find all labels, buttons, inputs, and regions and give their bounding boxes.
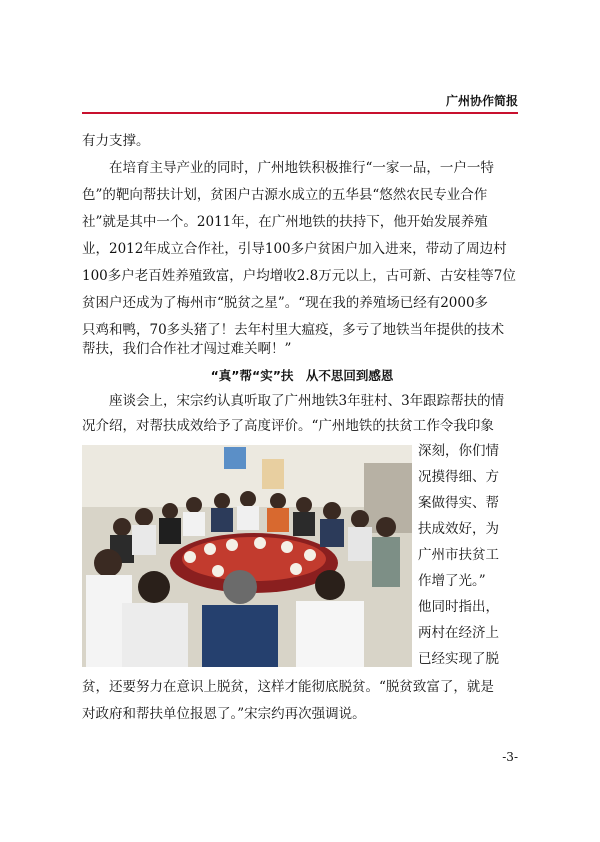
wrap-line: 案做得实、帮 bbox=[418, 495, 499, 511]
body-line: 在培育主导产业的同时，广州地铁积极推行“一家一品，一户一特 bbox=[82, 160, 494, 176]
body-line: 贫，还要努力在意识上脱贫，这样才能彻底脱贫。“脱贫致富了，就是 bbox=[82, 679, 494, 695]
header-divider bbox=[82, 112, 518, 114]
body-line: 帮扶，我们合作社才闯过难关啊！” bbox=[82, 341, 292, 357]
body-line: 业，2012年成立合作社，引导100多户贫困户加入进来，带动了周边村 bbox=[82, 241, 507, 257]
wrap-line: 扶成效好，为 bbox=[418, 521, 499, 537]
wrap-line: 广州市扶贫工 bbox=[418, 547, 499, 563]
body-line: 况介绍，对帮扶成效给予了高度评价。“广州地铁的扶贫工作令我印象 bbox=[82, 418, 494, 434]
body-line: 色”的靶向帮扶计划，贫困户古源水成立的五华县“悠然农民专业合作 bbox=[82, 187, 488, 203]
header-title: 广州协作简报 bbox=[445, 94, 518, 108]
body-line: 贫困户还成为了梅州市“脱贫之星”。“现在我的养殖场已经有2000多 bbox=[82, 295, 489, 311]
wrap-line: 况摸得细、方 bbox=[418, 469, 499, 485]
wrap-line: 两村在经济上 bbox=[418, 625, 499, 641]
body-line: 100多户老百姓养殖致富，户均增收2.8万元以上，古可新、古安桂等7位 bbox=[82, 268, 516, 284]
page-number: -3- bbox=[502, 750, 518, 764]
wrap-line: 他同时指出， bbox=[418, 599, 499, 615]
body-line: 社”就是其中一个。2011年，在广州地铁的扶持下，他开始发展养殖 bbox=[82, 214, 488, 230]
wrap-line: 作增了光。” bbox=[418, 573, 486, 589]
body-line: 只鸡和鸭，70多头猪了！去年村里大瘟疫，多亏了地铁当年提供的技术 bbox=[82, 322, 505, 338]
body-line: 有力支撑。 bbox=[82, 133, 150, 149]
wrap-line: 已经实现了脱 bbox=[418, 651, 499, 667]
body-line: 座谈会上，宋宗约认真听取了广州地铁3年驻村、3年跟踪帮扶的情 bbox=[82, 393, 505, 409]
wrap-line: 深刻，你们情 bbox=[418, 443, 499, 459]
body-line: 对政府和帮扶单位报恩了。”宋宗约再次强调说。 bbox=[82, 706, 366, 722]
meeting-photo bbox=[82, 445, 412, 667]
section-heading: “真”帮“实”扶 从不思回到感恩 bbox=[210, 368, 394, 383]
